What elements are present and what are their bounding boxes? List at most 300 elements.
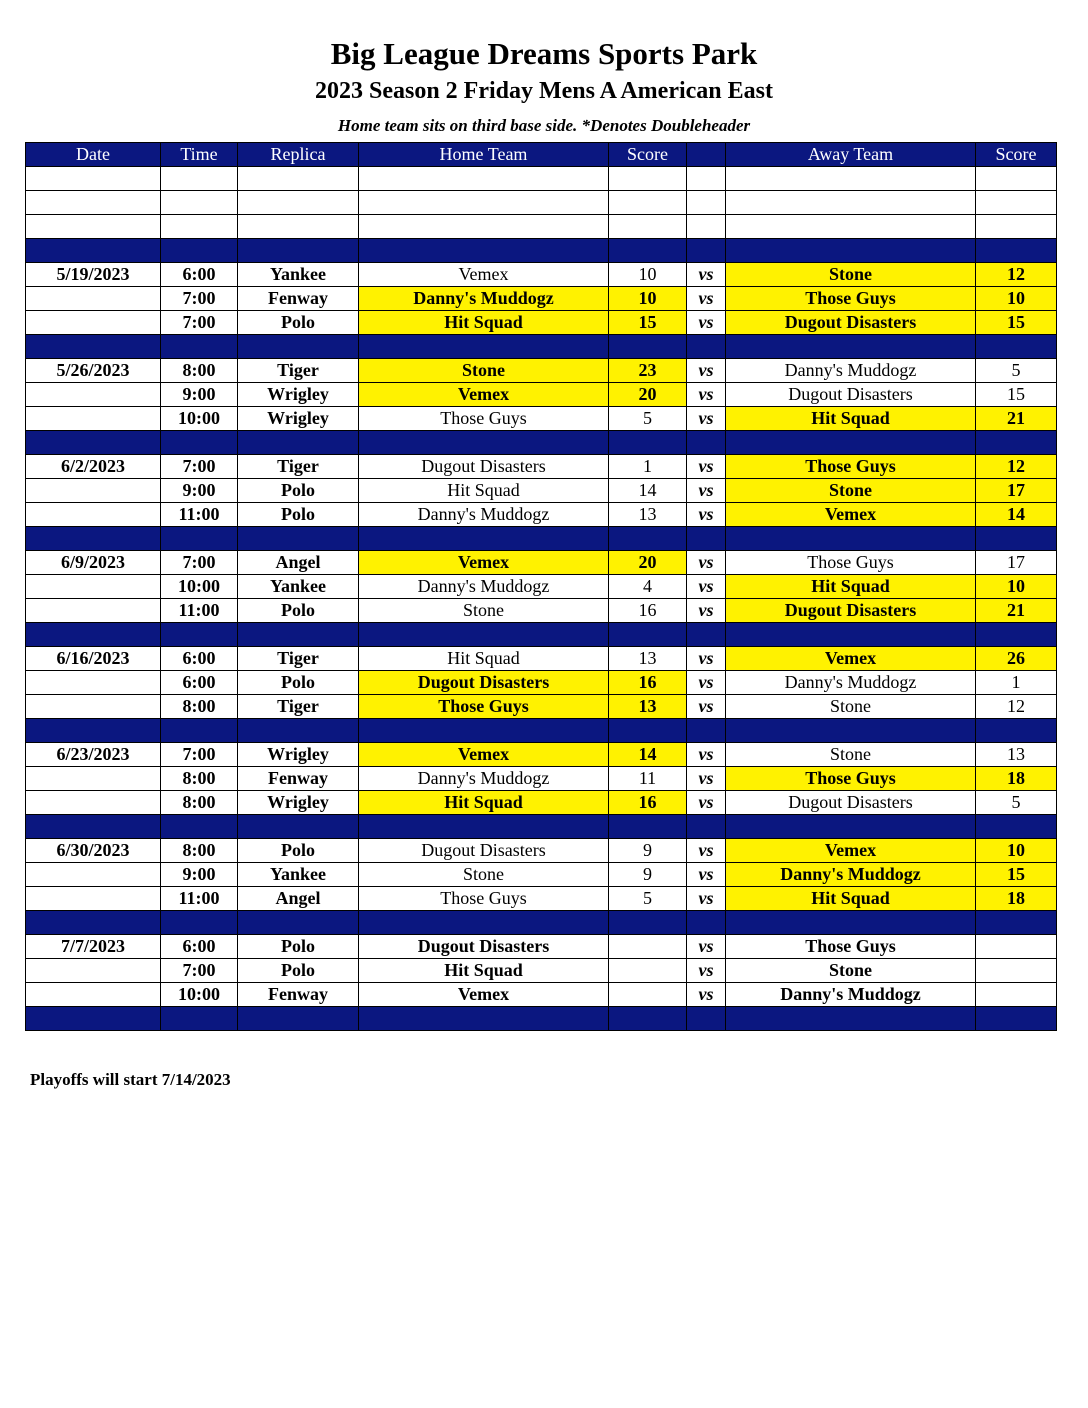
away-team-cell: Dugout Disasters xyxy=(726,311,976,335)
home-score-cell: 14 xyxy=(609,479,687,503)
date-cell xyxy=(26,863,161,887)
table-row xyxy=(26,887,1057,911)
vs-cell: vs xyxy=(687,887,726,911)
away-team-cell: Vemex xyxy=(726,647,976,671)
time-cell: 7:00 xyxy=(161,287,238,311)
empty-cell xyxy=(687,215,726,239)
table-row xyxy=(26,647,1057,671)
away-score-cell: 15 xyxy=(976,311,1057,335)
empty-cell xyxy=(609,719,687,743)
empty-cell xyxy=(726,719,976,743)
time-cell: 7:00 xyxy=(161,455,238,479)
empty-cell xyxy=(609,815,687,839)
empty-cell xyxy=(161,167,238,191)
away-team-cell: Stone xyxy=(726,959,976,983)
vs-cell: vs xyxy=(687,551,726,575)
empty-cell xyxy=(609,431,687,455)
date-cell xyxy=(26,407,161,431)
away-team-cell: Danny's Muddogz xyxy=(726,359,976,383)
empty-cell xyxy=(26,215,161,239)
separator-row xyxy=(26,431,1057,455)
empty-cell xyxy=(609,1007,687,1031)
table-row xyxy=(26,407,1057,431)
table-row xyxy=(26,935,1057,959)
col-header-home-team: Home Team xyxy=(359,143,609,167)
field-cell: Polo xyxy=(238,311,359,335)
empty-cell xyxy=(161,719,238,743)
empty-cell xyxy=(726,815,976,839)
time-cell: 8:00 xyxy=(161,767,238,791)
empty-cell xyxy=(726,167,976,191)
away-score-cell: 10 xyxy=(976,287,1057,311)
vs-cell: vs xyxy=(687,935,726,959)
empty-cell xyxy=(161,215,238,239)
table-row xyxy=(26,311,1057,335)
page-subtitle: 2023 Season 2 Friday Mens A American East xyxy=(314,78,773,104)
away-score-cell: 17 xyxy=(976,479,1057,503)
table-row xyxy=(26,287,1057,311)
home-team-cell: Dugout Disasters xyxy=(359,455,609,479)
time-cell: 8:00 xyxy=(161,791,238,815)
field-cell: Polo xyxy=(238,959,359,983)
empty-cell xyxy=(26,167,161,191)
time-cell: 8:00 xyxy=(161,839,238,863)
away-score-cell: 10 xyxy=(976,575,1057,599)
home-score-cell xyxy=(609,983,687,1007)
table-row xyxy=(26,575,1057,599)
away-score-cell: 5 xyxy=(976,791,1057,815)
empty-cell xyxy=(238,335,359,359)
empty-cell xyxy=(687,911,726,935)
time-cell: 6:00 xyxy=(161,935,238,959)
table-row xyxy=(26,743,1057,767)
table-row xyxy=(26,863,1057,887)
time-cell: 7:00 xyxy=(161,551,238,575)
empty-cell xyxy=(359,239,609,263)
playoffs-note: Playoffs will start 7/14/2023 xyxy=(30,1070,231,1089)
away-team-cell: Those Guys xyxy=(726,551,976,575)
home-team-cell: Vemex xyxy=(359,551,609,575)
home-team-cell: Dugout Disasters xyxy=(359,839,609,863)
time-cell: 6:00 xyxy=(161,263,238,287)
empty-cell xyxy=(609,191,687,215)
empty-cell xyxy=(238,911,359,935)
vs-cell: vs xyxy=(687,263,726,287)
empty-cell xyxy=(687,719,726,743)
home-team-cell: Hit Squad xyxy=(359,647,609,671)
empty-cell xyxy=(726,335,976,359)
empty-cell xyxy=(238,215,359,239)
away-score-cell xyxy=(976,959,1057,983)
separator-row xyxy=(26,911,1057,935)
empty-cell xyxy=(976,239,1057,263)
separator-row xyxy=(26,239,1057,263)
field-cell: Polo xyxy=(238,479,359,503)
col-header-away-score: Score xyxy=(976,143,1057,167)
empty-cell xyxy=(359,167,609,191)
home-score-cell: 11 xyxy=(609,767,687,791)
time-cell: 7:00 xyxy=(161,959,238,983)
table-row xyxy=(26,671,1057,695)
away-team-cell: Stone xyxy=(726,695,976,719)
away-team-cell: Dugout Disasters xyxy=(726,383,976,407)
empty-cell xyxy=(726,527,976,551)
empty-cell xyxy=(976,815,1057,839)
empty-cell xyxy=(976,623,1057,647)
field-cell: Wrigley xyxy=(238,743,359,767)
away-score-cell: 18 xyxy=(976,887,1057,911)
vs-cell: vs xyxy=(687,863,726,887)
empty-cell xyxy=(687,191,726,215)
date-cell xyxy=(26,767,161,791)
date-cell: 7/7/2023 xyxy=(26,935,161,959)
col-header-replica: Replica xyxy=(238,143,359,167)
table-row xyxy=(26,503,1057,527)
empty-cell xyxy=(687,1007,726,1031)
empty-cell xyxy=(26,191,161,215)
home-team-cell: Danny's Muddogz xyxy=(359,575,609,599)
home-score-cell: 13 xyxy=(609,647,687,671)
empty-cell xyxy=(161,815,238,839)
empty-cell xyxy=(976,191,1057,215)
schedule-table xyxy=(25,142,1057,1031)
empty-cell xyxy=(359,623,609,647)
empty-cell xyxy=(609,527,687,551)
col-header-home-score: Score xyxy=(609,143,687,167)
empty-cell xyxy=(687,527,726,551)
away-team-cell: Danny's Muddogz xyxy=(726,863,976,887)
table-row xyxy=(26,599,1057,623)
home-score-cell: 20 xyxy=(609,551,687,575)
empty-cell xyxy=(687,623,726,647)
empty-cell xyxy=(26,239,161,263)
time-cell: 10:00 xyxy=(161,575,238,599)
home-team-cell: Dugout Disasters xyxy=(359,671,609,695)
separator-row xyxy=(26,1007,1057,1031)
empty-cell xyxy=(161,527,238,551)
home-team-cell: Vemex xyxy=(359,263,609,287)
field-cell: Polo xyxy=(238,503,359,527)
vs-cell: vs xyxy=(687,407,726,431)
home-score-cell: 4 xyxy=(609,575,687,599)
separator-row xyxy=(26,719,1057,743)
vs-cell: vs xyxy=(687,599,726,623)
date-cell xyxy=(26,599,161,623)
empty-cell xyxy=(726,1007,976,1031)
table-row xyxy=(26,767,1057,791)
empty-cell xyxy=(609,215,687,239)
separator-row xyxy=(26,527,1057,551)
home-team-cell: Hit Squad xyxy=(359,959,609,983)
away-team-cell: Those Guys xyxy=(726,455,976,479)
empty-cell xyxy=(238,1007,359,1031)
empty-cell xyxy=(161,623,238,647)
away-score-cell: 17 xyxy=(976,551,1057,575)
home-team-cell: Dugout Disasters xyxy=(359,935,609,959)
empty-cell xyxy=(359,431,609,455)
date-cell xyxy=(26,887,161,911)
vs-cell: vs xyxy=(687,671,726,695)
table-row xyxy=(26,695,1057,719)
time-cell: 7:00 xyxy=(161,311,238,335)
empty-cell xyxy=(26,815,161,839)
time-cell: 11:00 xyxy=(161,887,238,911)
time-cell: 11:00 xyxy=(161,599,238,623)
home-score-cell: 10 xyxy=(609,287,687,311)
away-score-cell: 26 xyxy=(976,647,1057,671)
home-score-cell: 10 xyxy=(609,263,687,287)
home-team-cell: Hit Squad xyxy=(359,479,609,503)
away-team-cell: Vemex xyxy=(726,503,976,527)
empty-cell xyxy=(687,167,726,191)
field-cell: Angel xyxy=(238,887,359,911)
empty-cell xyxy=(359,719,609,743)
vs-cell: vs xyxy=(687,983,726,1007)
empty-cell xyxy=(359,1007,609,1031)
table-row xyxy=(26,359,1057,383)
separator-row xyxy=(26,623,1057,647)
date-cell: 5/19/2023 xyxy=(26,263,161,287)
empty-cell xyxy=(238,191,359,215)
field-cell: Tiger xyxy=(238,359,359,383)
home-team-cell: Those Guys xyxy=(359,887,609,911)
home-score-cell: 16 xyxy=(609,671,687,695)
page-title: Big League Dreams Sports Park xyxy=(330,36,758,71)
away-score-cell: 15 xyxy=(976,863,1057,887)
time-cell: 9:00 xyxy=(161,863,238,887)
time-cell: 9:00 xyxy=(161,383,238,407)
field-cell: Angel xyxy=(238,551,359,575)
time-cell: 6:00 xyxy=(161,647,238,671)
field-cell: Polo xyxy=(238,599,359,623)
home-score-cell xyxy=(609,935,687,959)
date-cell: 6/30/2023 xyxy=(26,839,161,863)
empty-cell xyxy=(161,431,238,455)
field-cell: Tiger xyxy=(238,695,359,719)
date-cell xyxy=(26,479,161,503)
col-header-away-team: Away Team xyxy=(726,143,976,167)
field-cell: Fenway xyxy=(238,983,359,1007)
away-team-cell: Those Guys xyxy=(726,767,976,791)
empty-cell xyxy=(161,335,238,359)
date-cell xyxy=(26,983,161,1007)
away-team-cell: Hit Squad xyxy=(726,575,976,599)
home-score-cell: 13 xyxy=(609,695,687,719)
away-team-cell: Hit Squad xyxy=(726,407,976,431)
table-row xyxy=(26,839,1057,863)
date-cell xyxy=(26,503,161,527)
table-row xyxy=(26,455,1057,479)
home-score-cell: 13 xyxy=(609,503,687,527)
col-header-time: Time xyxy=(161,143,238,167)
empty-cell xyxy=(609,239,687,263)
date-cell xyxy=(26,287,161,311)
vs-cell: vs xyxy=(687,359,726,383)
away-score-cell: 15 xyxy=(976,383,1057,407)
vs-cell: vs xyxy=(687,479,726,503)
away-score-cell: 18 xyxy=(976,767,1057,791)
empty-cell xyxy=(26,527,161,551)
home-team-cell: Stone xyxy=(359,863,609,887)
col-header-date: Date xyxy=(26,143,161,167)
empty-cell xyxy=(238,815,359,839)
empty-cell xyxy=(26,719,161,743)
date-cell xyxy=(26,959,161,983)
empty-cell xyxy=(976,911,1057,935)
empty-cell xyxy=(976,719,1057,743)
away-score-cell: 12 xyxy=(976,263,1057,287)
away-team-cell: Those Guys xyxy=(726,287,976,311)
date-cell xyxy=(26,791,161,815)
empty-cell xyxy=(687,815,726,839)
empty-cell xyxy=(161,911,238,935)
away-team-cell: Vemex xyxy=(726,839,976,863)
vs-cell: vs xyxy=(687,311,726,335)
empty-cell xyxy=(359,527,609,551)
table-row xyxy=(26,551,1057,575)
empty-cell xyxy=(238,239,359,263)
home-score-cell: 20 xyxy=(609,383,687,407)
vs-cell: vs xyxy=(687,839,726,863)
vs-cell: vs xyxy=(687,455,726,479)
date-cell xyxy=(26,575,161,599)
away-team-cell: Stone xyxy=(726,743,976,767)
empty-cell xyxy=(726,239,976,263)
away-score-cell xyxy=(976,983,1057,1007)
empty-cell xyxy=(359,191,609,215)
field-cell: Wrigley xyxy=(238,383,359,407)
time-cell: 8:00 xyxy=(161,695,238,719)
empty-cell xyxy=(687,239,726,263)
empty-cell xyxy=(609,623,687,647)
away-team-cell: Stone xyxy=(726,263,976,287)
empty-cell xyxy=(26,431,161,455)
empty-cell xyxy=(161,1007,238,1031)
field-cell: Yankee xyxy=(238,575,359,599)
time-cell: 10:00 xyxy=(161,407,238,431)
date-cell: 5/26/2023 xyxy=(26,359,161,383)
empty-cell xyxy=(726,911,976,935)
time-cell: 11:00 xyxy=(161,503,238,527)
field-cell: Yankee xyxy=(238,863,359,887)
date-cell xyxy=(26,383,161,407)
home-team-cell: Danny's Muddogz xyxy=(359,287,609,311)
table-row xyxy=(26,383,1057,407)
field-cell: Yankee xyxy=(238,263,359,287)
table-row xyxy=(26,983,1057,1007)
home-score-cell: 14 xyxy=(609,743,687,767)
home-score-cell: 16 xyxy=(609,599,687,623)
date-cell: 6/16/2023 xyxy=(26,647,161,671)
field-cell: Wrigley xyxy=(238,407,359,431)
empty-cell xyxy=(687,431,726,455)
field-cell: Fenway xyxy=(238,767,359,791)
field-cell: Polo xyxy=(238,671,359,695)
home-team-cell: Those Guys xyxy=(359,407,609,431)
home-score-cell xyxy=(609,959,687,983)
home-score-cell: 5 xyxy=(609,407,687,431)
schedule-note: Home team sits on third base side. *Denotes Doubleheader xyxy=(337,116,751,135)
time-cell: 8:00 xyxy=(161,359,238,383)
empty-cell xyxy=(359,815,609,839)
schedule-body xyxy=(26,167,1057,1031)
away-score-cell: 12 xyxy=(976,695,1057,719)
vs-cell: vs xyxy=(687,287,726,311)
home-team-cell: Hit Squad xyxy=(359,791,609,815)
home-team-cell: Vemex xyxy=(359,383,609,407)
empty-cell xyxy=(726,623,976,647)
home-team-cell: Vemex xyxy=(359,983,609,1007)
separator-row xyxy=(26,335,1057,359)
empty-cell xyxy=(976,167,1057,191)
empty-cell xyxy=(161,239,238,263)
empty-cell xyxy=(359,911,609,935)
away-team-cell: Stone xyxy=(726,479,976,503)
date-cell xyxy=(26,695,161,719)
away-team-cell: Danny's Muddogz xyxy=(726,671,976,695)
vs-cell: vs xyxy=(687,767,726,791)
away-team-cell: Dugout Disasters xyxy=(726,791,976,815)
empty-cell xyxy=(609,911,687,935)
empty-cell xyxy=(238,527,359,551)
home-score-cell: 1 xyxy=(609,455,687,479)
vs-cell: vs xyxy=(687,575,726,599)
empty-cell xyxy=(161,191,238,215)
empty-cell xyxy=(26,1007,161,1031)
blank-row xyxy=(26,215,1057,239)
empty-cell xyxy=(359,335,609,359)
table-row xyxy=(26,959,1057,983)
home-score-cell: 9 xyxy=(609,863,687,887)
field-cell: Tiger xyxy=(238,647,359,671)
home-score-cell: 9 xyxy=(609,839,687,863)
away-team-cell: Hit Squad xyxy=(726,887,976,911)
empty-cell xyxy=(976,215,1057,239)
empty-cell xyxy=(359,215,609,239)
time-cell: 6:00 xyxy=(161,671,238,695)
home-team-cell: Those Guys xyxy=(359,695,609,719)
date-cell xyxy=(26,311,161,335)
vs-cell: vs xyxy=(687,743,726,767)
empty-cell xyxy=(26,335,161,359)
vs-cell: vs xyxy=(687,503,726,527)
blank-row xyxy=(26,167,1057,191)
home-score-cell: 23 xyxy=(609,359,687,383)
empty-cell xyxy=(238,431,359,455)
empty-cell xyxy=(26,623,161,647)
away-team-cell: Those Guys xyxy=(726,935,976,959)
away-score-cell: 13 xyxy=(976,743,1057,767)
home-team-cell: Hit Squad xyxy=(359,311,609,335)
empty-cell xyxy=(238,623,359,647)
home-team-cell: Stone xyxy=(359,359,609,383)
empty-cell xyxy=(238,167,359,191)
date-cell: 6/2/2023 xyxy=(26,455,161,479)
empty-cell xyxy=(976,1007,1057,1031)
table-row xyxy=(26,791,1057,815)
date-cell: 6/23/2023 xyxy=(26,743,161,767)
home-score-cell: 16 xyxy=(609,791,687,815)
away-score-cell: 12 xyxy=(976,455,1057,479)
vs-cell: vs xyxy=(687,695,726,719)
empty-cell xyxy=(726,215,976,239)
empty-cell xyxy=(726,191,976,215)
table-header-row xyxy=(26,143,1057,167)
blank-row xyxy=(26,191,1057,215)
away-score-cell xyxy=(976,935,1057,959)
home-team-cell: Danny's Muddogz xyxy=(359,503,609,527)
col-header-vs xyxy=(687,143,726,167)
